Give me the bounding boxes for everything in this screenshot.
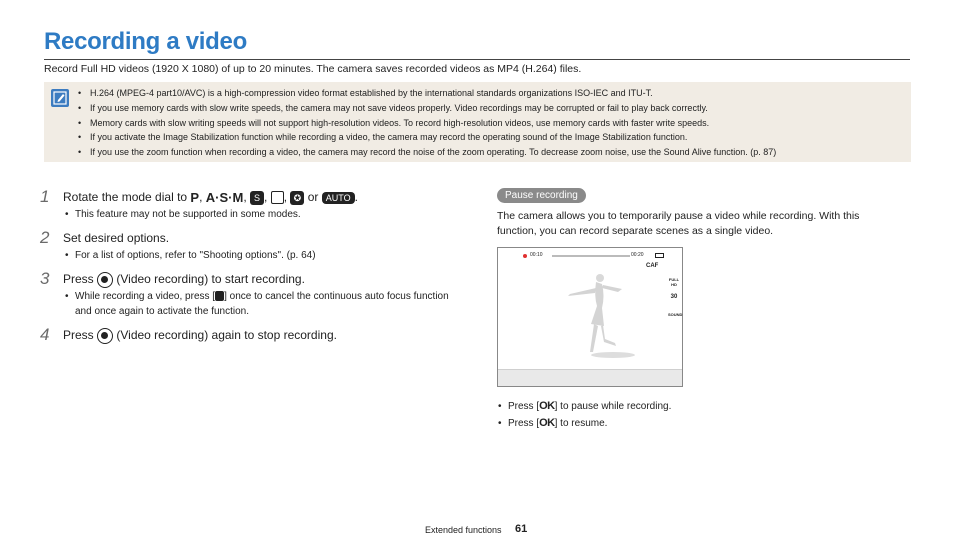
step-number: 1	[40, 187, 50, 206]
step-text: Press (Video recording) to start recording.	[63, 272, 305, 287]
mode-magic-icon: ✪	[290, 191, 304, 205]
af-macro-icon	[215, 291, 224, 301]
step-2-note: • For a list of options, refer to "Shooting options". (p. 64)	[75, 248, 316, 263]
frame-rate-icon: 30	[670, 294, 678, 300]
step-text-before: Rotate the mode dial to	[63, 190, 188, 204]
pause-recording-heading: Pause recording	[497, 188, 586, 203]
note-item: • If you activate the Image Stabilization function while recording a video, the camera may record the operating sound of the Image Stabilization function.	[88, 130, 776, 145]
screen-bottom-bar	[498, 369, 682, 386]
mode-asm-icon: A·S·M	[205, 190, 244, 206]
note-box	[44, 82, 911, 162]
remaining-time: 00:20	[631, 252, 644, 258]
resolution-icon: FULL HD	[668, 277, 680, 287]
ok-button-icon: OK	[539, 417, 555, 429]
mode-smart-icon: S	[250, 191, 264, 205]
note-item: • Memory cards with slow writing speeds will not support high-resolution videos. To record high-resolution videos, use memory cards with faster write speeds.	[88, 116, 776, 131]
video-record-icon	[97, 272, 113, 288]
title-divider	[44, 59, 910, 60]
dancer-silhouette	[498, 248, 684, 370]
ok-button-icon: OK	[539, 400, 555, 412]
intro-text: Record Full HD videos (1920 X 1080) of up to 20 minutes. The camera saves recorded videos as MP4 (H.264) files.	[44, 63, 582, 75]
tip-item: • Press [OK] to pause while recording.	[508, 398, 671, 415]
pause-description: The camera allows you to temporarily pause a video while recording. With this function, you can record separate scenes as a single video.	[497, 210, 860, 237]
step-text: Set desired options.	[63, 231, 170, 245]
step-number: 3	[40, 269, 50, 288]
video-record-icon	[97, 328, 113, 344]
step-number: 4	[40, 325, 50, 344]
step-or: or	[307, 190, 319, 204]
page-number: 61	[515, 523, 528, 535]
camera-screen-illustration	[497, 247, 683, 387]
note-item: • H.264 (MPEG-4 part10/AVC) is a high-compression video format established by the international standards organizations ISO-IEC and ITU-T.	[88, 86, 776, 101]
mode-scene-icon	[271, 191, 284, 204]
elapsed-time: 00:10	[530, 252, 543, 258]
note-item: • If you use the zoom function when recording a video, the camera may record the noise of the zoom operating. To decrease zoom noise, use the Sound Alive function. (p. 87)	[88, 145, 776, 160]
mode-p-icon: P	[190, 190, 200, 206]
step-1-note: • This feature may not be supported in some modes.	[75, 207, 301, 222]
note-item: • If you use memory cards with slow write speeds, the camera may not save videos properly. Video recordings may be corrupted or fail to play back correctly.	[88, 101, 776, 116]
sound-alive-icon: SOUND	[668, 312, 683, 317]
note-pencil-icon	[51, 89, 69, 107]
step-number: 2	[40, 228, 50, 247]
step-text: Press (Video recording) again to stop recording.	[63, 328, 337, 343]
page-title: Recording a video	[44, 28, 247, 55]
step-text: Rotate the mode dial to P, A·S·M, S , , ✪ or AUTO .	[63, 190, 358, 206]
tip-item: • Press [OK] to resume.	[508, 415, 671, 432]
pause-tips	[508, 398, 671, 432]
mode-auto-icon: AUTO	[322, 192, 355, 204]
note-list	[88, 86, 776, 160]
autofocus-mode: CAF	[646, 263, 659, 269]
step-3-note: • While recording a video, press [ ] once to cancel the continuous auto focus function and once again to activate the function.	[75, 289, 455, 319]
footer-section: Extended functions	[425, 525, 502, 535]
